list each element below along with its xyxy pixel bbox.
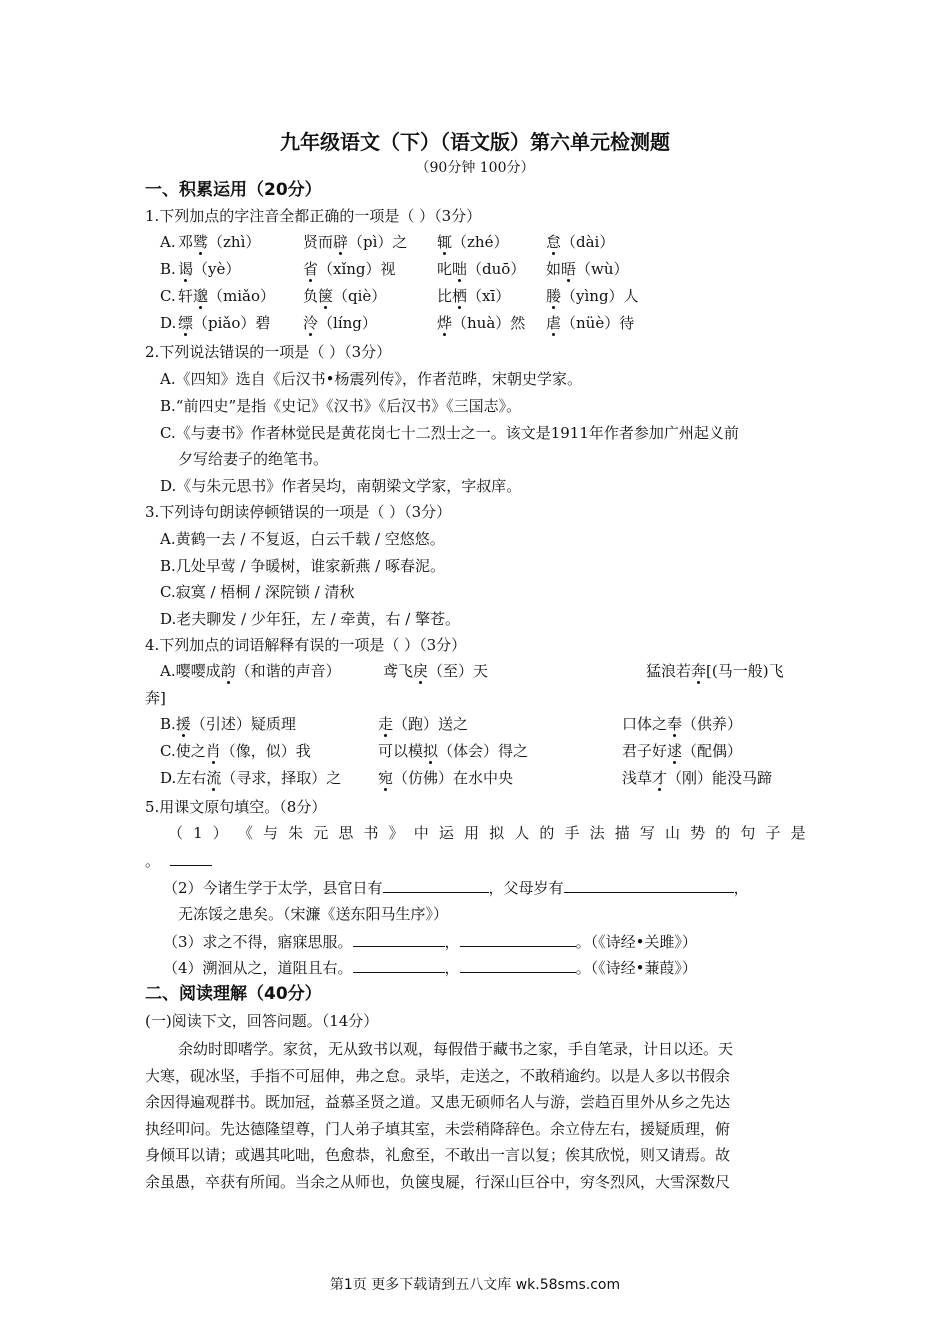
q5-char: 元 [313,824,329,842]
answer-blank[interactable] [460,931,576,947]
q1-option-item: 叱咄（duō） [437,260,526,278]
q1-option-item: 烨（huà）然 [437,314,526,332]
q5-char: 的 [539,824,555,842]
q1-option-item: 虐（nüè）待 [546,314,635,332]
q1-option-item: 邓骘（zhì） [178,233,261,251]
q5-char: 的 [715,824,731,842]
answer-blank[interactable] [460,957,576,973]
q5-char: 运 [438,824,454,842]
q1-option-item: 贤而辟（pì）之 [303,233,408,251]
reading-intro: (一)阅读下文，回答问题。（14分） [145,1012,379,1030]
q5-char: 手 [564,824,580,842]
q4-option-d-2: 宛（仿佛）在水中央 [378,769,514,787]
q2-option-a: A.《四知》选自《后汉书•杨震列传》，作者范晔，宋朝史学家。 [160,370,582,388]
q5-part4: （4）溯洄从之，道阻且右。 ， 。（《诗经•蒹葭》） [163,959,697,977]
q5-char: 法 [589,824,605,842]
q4-option-c-2: 可以模拟（体会）得之 [378,742,529,760]
q5-char: 用 [464,824,480,842]
q5-char: 朱 [288,824,304,842]
q5-char: 描 [614,824,630,842]
answer-blank[interactable] [170,850,212,866]
q5-char: 中 [413,824,429,842]
q3-option-c: C.寂寞 / 梧桐 / 深院锁 / 清秋 [160,583,355,601]
q5-char: 与 [263,824,279,842]
q1-option-item: 辄（zhé） [437,233,509,251]
q1-option-label: B. [160,260,176,278]
q4-stem: 4.下列加点的词语解释有误的一项是（ ）（3分） [145,636,467,654]
q1-option-item: 缥（piǎo）碧 [178,314,271,332]
q5-char: 句 [740,824,756,842]
answer-blank[interactable] [383,877,489,893]
passage-line: 身倾耳以请；或遇其叱咄，色愈恭，礼愈至，不敢出一言以复；俟其欣悦，则又请焉。故 [145,1146,731,1164]
q4-option-a-3: 猛浪若奔[(马一般)飞 [646,662,784,680]
q3-option-a: A.黄鹤一去 / 不复返，白云千载 / 空悠悠。 [160,530,445,548]
q1-option-item: 比栖（xī） [437,287,511,305]
page-subtitle: （90分钟 100分） [415,160,535,176]
q5-char: ） [212,824,228,842]
q4-option-b-2: 走（跑）送之 [378,715,469,733]
q3-stem: 3.下列诗句朗读停顿错误的一项是（ ）（3分） [145,503,452,521]
passage-line: 余虽愚，卒获有所闻。当余之从师也，负箧曳屣，行深山巨谷中，穷冬烈风，大雪深数尺 [145,1172,731,1191]
answer-blank[interactable] [564,877,734,893]
q5-char: 拟 [489,824,505,842]
q1-option-label: D. [160,314,177,332]
q5-part3: （3）求之不得，寤寐思服。 ， 。（《诗经•关雎》） [163,933,697,951]
q5-char: 是 [790,824,806,842]
q1-option-item: 如晤（wù） [546,260,629,278]
q3-option-d: D.老夫聊发 / 少年狂，左 / 牵黄，右 / 擎苍。 [160,610,461,628]
q1-stem: 1.下列加点的字注音全都正确的一项是（ ）（3分） [145,207,482,225]
q4-option-b-1: B.援（引述）疑质理 [160,715,296,733]
page-title: 九年级语文（下）（语文版）第六单元检测题 [280,130,670,154]
q4-option-a-wrap: 奔] [145,689,166,707]
q2-option-c: C.《与妻书》作者林觉民是黄花岗七十二烈士之一。该文是1911年作者参加广州起义前 [160,424,739,442]
q5-part1-end: 。 [145,850,212,871]
q5-part1 [168,823,806,843]
q5-char: 山 [665,824,681,842]
q5-char: 思 [338,824,354,842]
passage-line: 大寒，砚冰坚，手指不可屈伸，弗之怠。录毕，走送之，不敢稍逾约。以是人多以书假余 [145,1066,731,1085]
q5-char: 书 [363,824,379,842]
section-heading-2: 二、阅读理解（40分） [145,984,322,1004]
passage-line: 执经叩问。先达德隆望尊，门人弟子填其室，未尝稍降辞色。余立侍左右，援疑质理，俯 [145,1119,731,1138]
section-heading-1: 一、积累运用（20分） [145,180,322,200]
q1-option-item: 轩邈（miǎo） [178,287,276,305]
q2-option-c-cont: 夕写给妻子的绝笔书。 [178,450,329,468]
q5-char: 1 [193,824,203,842]
q1-option-item: 负箧（qiè） [303,287,387,305]
q5-part2: （2）今诸生学于太学，县官日有 ，父母岁有 ， [163,879,749,897]
q5-stem: 5.用课文原句填空。（8分） [145,798,327,816]
q5-char: （ [168,824,184,842]
q4-option-c-3: 君子好逑（配偶） [622,742,743,760]
q4-option-c-1: C.使之肖（像，似）我 [160,742,311,760]
q3-option-b: B.几处早莺 / 争暖树，谁家新燕 / 啄春泥。 [160,557,445,575]
q2-option-d: D.《与朱元思书》作者吴均，南朝梁文学家，字叔庠。 [160,477,522,495]
q4-option-a-2: 鸢飞戾（至）天 [383,662,489,680]
q4-option-d-3: 浅草才（刚）能没马蹄 [622,769,773,787]
q1-option-item: 谒（yè） [178,260,241,278]
answer-blank[interactable] [353,931,445,947]
q2-stem: 2.下列说法错误的一项是（ ）（3分） [145,343,392,361]
q5-part2-cont: 无冻馁之患矣。（宋濂《送东阳马生序》） [178,905,449,923]
q4-option-a-1: A.嘤嘤成韵（和谐的声音） [160,662,341,680]
q5-char: 子 [765,824,781,842]
q1-option-item: 媵（yìng）人 [546,287,639,305]
q1-option-label: A. [160,233,176,251]
q5-char: 人 [514,824,530,842]
page-footer: 第1页 更多下载请到五八文库 wk.58sms.com [329,1277,621,1293]
q5-char: 势 [690,824,706,842]
q5-char: 写 [639,824,655,842]
q5-char: 》 [388,824,404,842]
answer-blank[interactable] [353,957,445,973]
passage-line: 余因得遍观群书。既加冠，益慕圣贤之道。又患无硕师名人与游，尝趋百里外从乡之先达 [145,1093,731,1111]
q1-option-label: C. [160,287,176,305]
q2-option-b: B.“前四史”是指《史记》《汉书》《后汉书》《三国志》。 [160,397,522,415]
q1-option-item: 泠（líng） [303,314,377,332]
q4-option-b-3: 口体之奉（供养） [622,715,743,733]
q1-option-item: 怠（dài） [546,233,615,251]
passage-line: 余幼时即嗜学。家贫，无从致书以观，每假借于藏书之家，手自笔录，计日以还。天 [178,1040,734,1058]
q4-option-d-1: D.左右流（寻求，择取）之 [160,769,342,787]
q5-char: 《 [237,824,253,842]
q1-option-item: 省（xǐng）视 [303,260,396,278]
